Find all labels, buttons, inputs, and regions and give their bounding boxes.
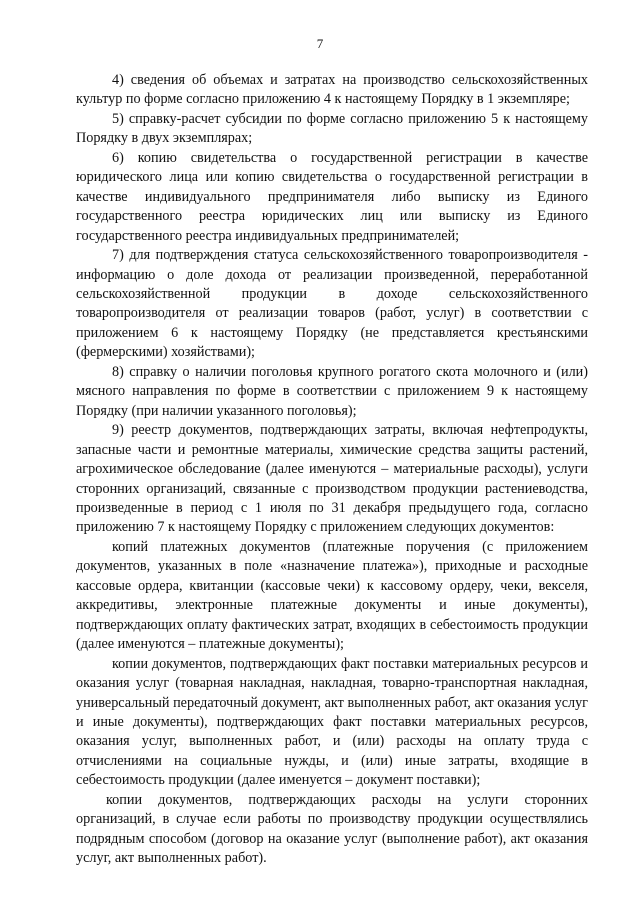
paragraph-item-7: 7) для подтверждения статуса сельскохозяйственного товаропроизводителя - информацию о доле дохода от реализации произведенной, переработанной сельскохозяйственной продукции в доходе сельскохозяйственного товаропроизводителя от реализации товаров (работ, услуг) в соответствии с приложением 6 к настоящему Порядку (не представляется крестьянскими (фермерскими) хозяйствами); bbox=[76, 247, 588, 361]
page-number: 7 bbox=[316, 36, 324, 51]
paragraph-item-9: 9) реестр документов, подтверждающих затраты, включая нефтепродукты, запасные части и ремонтные материалы, химические средства защиты растений, агрохимическое обследование (далее именуются – материальные расходы), услуги сторонних организаций, связанные с производством продукции растениеводства, произведенные в период с 1 июля по 31 декабря предыдущего года, согласно приложению 7 к настоящему Порядку с приложением следующих документов: bbox=[76, 422, 588, 536]
document-body bbox=[76, 71, 588, 869]
paragraph-payment-documents: копий платежных документов (платежные поручения (с приложением документов, указанных в поле «назначение платежа»), приходные и расходные кассовые ордера, квитанции (кассовые чеки) к кассовому ордеру, чеки, векселя, аккредитивы, электронные платежные документы и иные документы), подтверждающих оплату фактических затрат, входящих в себестоимость продукции (далее именуются – платежные документы); bbox=[76, 538, 588, 653]
paragraph-item-4: 4) сведения об объемах и затратах на производство сельскохозяйственных культур по форме согласно приложению 4 к настоящему Порядку в 1 экземпляре; bbox=[76, 72, 588, 108]
paragraph-delivery-documents: копии документов, подтверждающих факт поставки материальных ресурсов и оказания услуг (товарная накладная, накладная, товарно-транспортная накладная, универсальный передаточный документ, акт выполненных работ, акт оказания услуг и иные документы), подтверждающих факт поставки материальных ресурсов, оказания услуг, выполненных работ, и (или) расходы на оплату труда с отчислениями на социальные нужды, и (или) иные затраты, входящие в себестоимость продукции (далее именуется – документ поставки); bbox=[76, 655, 588, 789]
paragraph-item-8: 8) справку о наличии поголовья крупного рогатого скота молочного и (или) мясного направления по форме в соответствии с приложением 9 к настоящему Порядку (при наличии указанного поголовья); bbox=[76, 363, 588, 419]
paragraph-item-5: 5) справку-расчет субсидии по форме согласно приложению 5 к настоящему Порядку в двух экземплярах; bbox=[76, 110, 588, 147]
paragraph-item-6: 6) копию свидетельства о государственной регистрации в качестве юридического лица или копию свидетельства о государственной регистрации в качестве индивидуального предпринимателя либо выписку из Единого государственного реестра юридических лиц или выписку из Единого государственного реестра индивидуальных предпринимателей; bbox=[76, 149, 588, 244]
paragraph-contractor-documents: копии документов, подтверждающих расходы на услуги сторонних организаций, в случае если работы по производству продукции осуществлялись подрядным способом (договор на оказание услуг (выполнение работ), акт оказания услуг, акт выполненных работ). bbox=[76, 791, 588, 867]
